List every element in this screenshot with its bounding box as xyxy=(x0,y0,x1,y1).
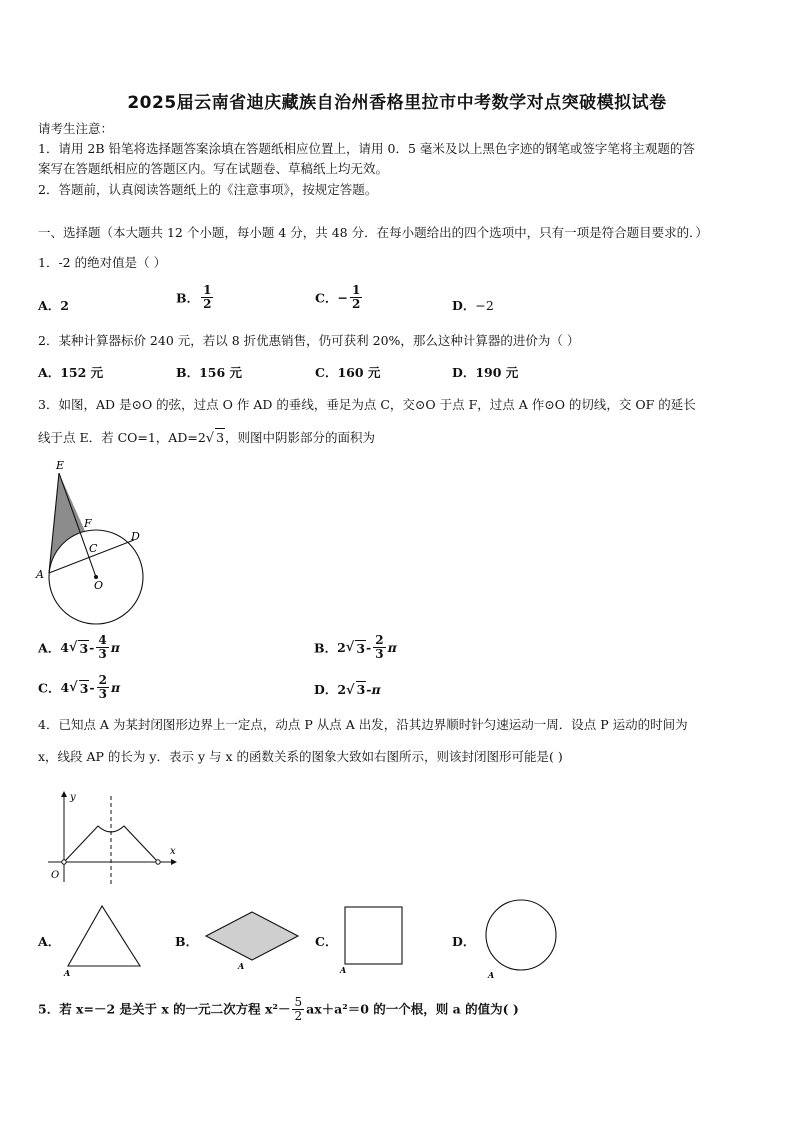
pi-symbol: π xyxy=(387,640,397,655)
label-y: y xyxy=(70,792,76,803)
circle-shape xyxy=(486,900,556,970)
operator: - xyxy=(366,640,372,655)
pi-symbol: π xyxy=(110,680,121,695)
radical-sign: √ xyxy=(346,683,355,698)
option-value: 2 xyxy=(60,298,69,313)
triangle-shape xyxy=(68,906,140,966)
q1-stem: 1．-2 的绝对值是（ ） xyxy=(38,255,167,270)
shape-label-a: A xyxy=(238,961,245,970)
label-c: C xyxy=(89,542,98,555)
q5-stem xyxy=(38,996,778,1023)
q3-line2-tail: ，则图中阴影部分的面积为 xyxy=(225,430,376,445)
denominator: 3 xyxy=(375,647,384,661)
radical-sign: √ xyxy=(205,431,215,446)
option-value: −2 xyxy=(475,298,494,313)
q4-function-graph xyxy=(36,786,186,886)
q1-option-a xyxy=(38,296,69,314)
radical-sign: √ xyxy=(345,640,355,655)
q4-line1: 4．已知点 A 为某封闭图形边界上一定点，动点 P 从点 A 出发，沿其边界顺时针匀速运动一周．设点 P 运动的时间为 xyxy=(38,717,688,732)
numerator: 5 xyxy=(294,995,303,1009)
option-tail: -π xyxy=(366,682,381,697)
coefficient: 2 xyxy=(337,640,346,655)
q3-line2-text: 线于点 E．若 CO=1，AD=2 xyxy=(38,430,206,445)
notice-item1-line1: 1．请用 2B 铅笔将选择题答案涂填在答题纸相应位置上，请用 0．5 毫米及以上黑色字迹的钢笔或签字笔将主观题的答 xyxy=(38,141,695,156)
q2-option-d: D．190 元 xyxy=(452,365,519,380)
option-label: A． xyxy=(38,640,61,656)
notice-item1-line2: 案写在答题纸相应的答题区内。写在试题卷、草稿纸上均无效。 xyxy=(38,161,389,176)
option-label: D． xyxy=(452,298,476,313)
radicand: 3 xyxy=(79,640,89,656)
rhombus-shape xyxy=(206,912,298,960)
q3-option-b xyxy=(314,634,397,661)
operator: - xyxy=(89,640,95,655)
radicand: 3 xyxy=(356,682,366,697)
fraction xyxy=(97,674,109,701)
radical-sign: √ xyxy=(68,640,78,655)
q1-option-b xyxy=(176,284,215,311)
label-f: F xyxy=(84,517,92,530)
q4-option-b-label: B． xyxy=(175,934,199,949)
shape-label-a: A xyxy=(340,965,347,975)
q5-stem-tail: ax＋a²＝0 的一个根，则 a 的值为( ) xyxy=(306,1001,519,1017)
label-d: D xyxy=(131,530,140,543)
q4-option-a-triangle xyxy=(62,900,148,980)
q3-option-d xyxy=(314,680,381,698)
numerator: 2 xyxy=(375,633,384,647)
square-shape xyxy=(345,907,402,964)
q5-stem-text: 5．若 x=－2 是关于 x 的一元二次方程 x²－ xyxy=(38,1001,291,1017)
shape-label-a: A xyxy=(488,970,495,980)
label-a: A xyxy=(36,568,44,581)
notice-item2: 2．答题前，认真阅读答题纸上的《注意事项》，按规定答题。 xyxy=(38,182,378,197)
coefficient: 2 xyxy=(337,682,347,697)
minus-sign: − xyxy=(337,290,348,305)
coefficient: 4 xyxy=(60,680,70,695)
radicand: 3 xyxy=(216,430,225,445)
pi-symbol: π xyxy=(110,640,120,655)
numerator: 1 xyxy=(203,283,212,297)
q4-option-b-rhombus xyxy=(200,906,304,970)
q4-option-a-label: A． xyxy=(38,934,61,949)
fraction xyxy=(96,634,108,661)
q4-option-d-label: D． xyxy=(452,934,476,949)
numerator: 4 xyxy=(98,633,107,647)
section-heading: 一、选择题（本大题共 12 个小题，每小题 4 分，共 48 分．在每小题给出的四个选项中，只有一项是符合题目要求的．） xyxy=(38,225,708,240)
radicand: 3 xyxy=(356,640,366,656)
label-e: E xyxy=(56,459,65,472)
option-label: B． xyxy=(176,290,200,306)
operator: - xyxy=(89,680,95,695)
denominator: 3 xyxy=(98,687,107,701)
option-label: C． xyxy=(38,680,61,696)
start-point xyxy=(62,860,66,864)
fraction xyxy=(292,996,304,1023)
denominator: 2 xyxy=(203,297,212,311)
q4-line2: x，线段 AP 的长为 y．表示 y 与 x 的函数关系的图象大致如右图所示，则该封闭图形可能是( ) xyxy=(38,749,563,764)
radical-sign: √ xyxy=(69,680,78,695)
fraction xyxy=(350,284,362,311)
q3-circle-figure xyxy=(30,456,170,626)
denominator: 2 xyxy=(351,297,361,311)
q2-option-a: A．152 元 xyxy=(38,365,104,380)
option-label: A． xyxy=(38,298,61,313)
q3-line2 xyxy=(38,428,375,448)
option-label: B． xyxy=(314,640,338,656)
q2-option-c: C．160 元 xyxy=(315,365,381,380)
shape-label-a: A xyxy=(64,968,71,978)
fraction xyxy=(373,634,385,661)
coefficient: 4 xyxy=(60,640,69,655)
option-label: C． xyxy=(315,290,338,306)
label-o: O xyxy=(51,870,60,881)
q2-stem: 2．某种计算器标价 240 元，若以 8 折优惠销售，仍可获利 20%，那么这种计算器的进价为（ ） xyxy=(38,333,580,348)
q1-option-d xyxy=(452,296,494,314)
denominator: 3 xyxy=(98,647,107,661)
option-label: D． xyxy=(314,682,338,697)
end-point xyxy=(156,860,160,864)
q3-option-c xyxy=(38,674,120,701)
q4-option-d-circle xyxy=(478,898,562,980)
page-title: 2025届云南省迪庆藏族自治州香格里拉市中考数学对点突破模拟试卷 xyxy=(127,93,667,113)
denominator: 2 xyxy=(294,1009,303,1023)
q1-options xyxy=(38,284,778,324)
q4-option-c-label: C． xyxy=(315,934,338,949)
q1-option-c xyxy=(315,284,364,311)
numerator: 2 xyxy=(98,673,107,687)
notice-heading: 请考生注意： xyxy=(38,121,114,136)
q3-option-a xyxy=(38,634,120,661)
radicand: 3 xyxy=(79,680,89,696)
q4-option-c-square xyxy=(338,902,408,976)
numerator: 1 xyxy=(351,283,361,297)
q3-line1: 3．如图，AD 是⊙O 的弦，过点 O 作 AD 的垂线，垂足为点 C，交⊙O 于点 F，过点 A 作⊙O 的切线，交 OF 的延长 xyxy=(38,397,696,412)
label-x: x xyxy=(170,846,176,857)
q2-option-b: B．156 元 xyxy=(176,365,243,380)
fraction xyxy=(201,284,213,311)
label-o: O xyxy=(94,579,104,592)
